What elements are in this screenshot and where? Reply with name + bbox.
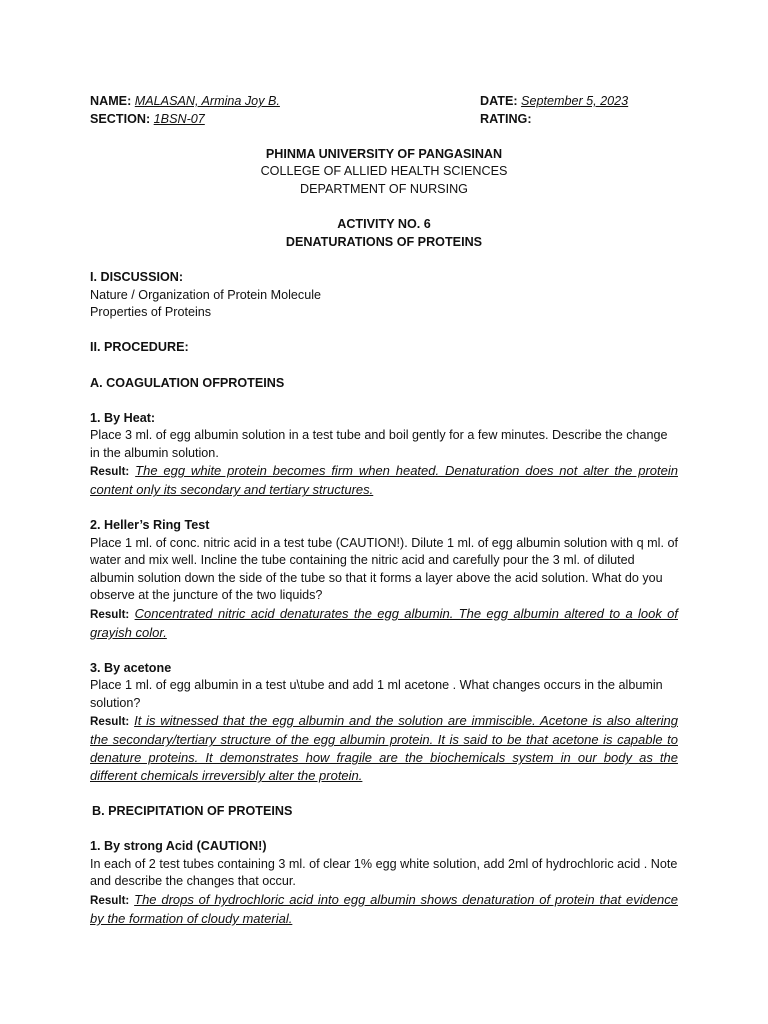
step-title: 2. Heller’s Ring Test (90, 518, 210, 533)
step-instructions: Place 3 ml. of egg albumin solution in a test tube and boil gently for a few minutes. Describe the change in the albumin solution. (90, 428, 668, 460)
discussion-item: Properties of Proteins (90, 305, 212, 320)
result-answer: It is witnessed that the egg albumin and the solution are immiscible. Acetone is also altering the secondary/tertiary structure of the egg albumin protein. It is said to be that acetone is capable to denature proteins. It demonstrates how fragile are the biochemicals system in our body as the different chemicals irreversibly alter the protein. (90, 713, 678, 784)
result-label: Result: (90, 893, 130, 907)
header-row-2 (90, 111, 678, 129)
result-answer: The drops of hydrochloric acid into egg albumin shows denaturation of protein that evidence by the formation of cloudy material. (90, 891, 679, 926)
name-label: NAME: (90, 94, 132, 108)
result-answer: The egg white protein becomes firm when heated. Denaturation does not alter the protein content only its secondary and tertiary structures. (90, 463, 678, 498)
rating-label: RATING: (480, 111, 532, 126)
result-label: Result: (90, 608, 130, 622)
step-result (90, 605, 678, 642)
activity-title: DENATURATIONS OF PROTEINS (285, 234, 483, 249)
step-result (90, 891, 678, 928)
university-name: PHINMA UNIVERSITY OF PANGASINAN (265, 146, 503, 161)
step-title: 3. By acetone (90, 660, 172, 675)
section-b-heading: B. PRECIPITATION OF PROTEINS (92, 804, 293, 818)
procedure-heading: II. PROCEDURE: (90, 340, 189, 355)
activity-number: ACTIVITY NO. 6 (337, 217, 431, 232)
section-a-heading: A. COAGULATION OFPROTEINS (90, 375, 285, 390)
result-answer: Concentrated nitric acid denaturates the egg albumin. The egg albumin altered to a look of grayish color. (90, 606, 678, 641)
step-instructions: In each of 2 test tubes containing 3 ml. of clear 1% egg white solution, add 2ml of hydrochloric acid . Note and describe the changes that occur. (90, 856, 678, 889)
discussion-item: Nature / Organization of Protein Molecule (90, 287, 322, 302)
step-title: 1. By Heat: (90, 410, 156, 425)
step-instructions: Place 1 ml. of conc. nitric acid in a test tube (CAUTION!). Dilute 1 ml. of egg albumin solution with q ml. of water and mix well. Incline the tube containing the nitric acid and carefully pour the 3 ml. of diluted albumin solution down the side of the tube so that it forms a layer above the acid solution. What do you observe at the juncture of the two liquids? (90, 535, 678, 603)
step-instructions: Place 1 ml. of egg albumin in a test u\tube and add 1 ml acetone . What changes occurs in the albumin solution? (90, 678, 663, 710)
step-title: 1. By strong Acid (CAUTION!) (90, 839, 267, 854)
header-row-1 (90, 93, 678, 111)
step-result (90, 462, 678, 499)
name-value: MALASAN, Armina Joy B. (134, 94, 280, 108)
date-value: September 5, 2023 (521, 94, 629, 108)
result-label: Result: (90, 715, 130, 729)
section-label: SECTION: (90, 111, 151, 126)
result-label: Result: (90, 465, 130, 479)
document-content (90, 93, 678, 928)
section-value: 1BSN-07 (153, 111, 205, 126)
college-name: COLLEGE OF ALLIED HEALTH SCIENCES (260, 164, 508, 179)
department-name: DEPARTMENT OF NURSING (300, 181, 468, 196)
discussion-heading: I. DISCUSSION: (90, 269, 184, 284)
date-label: DATE: (480, 94, 518, 108)
step-result (90, 712, 678, 785)
